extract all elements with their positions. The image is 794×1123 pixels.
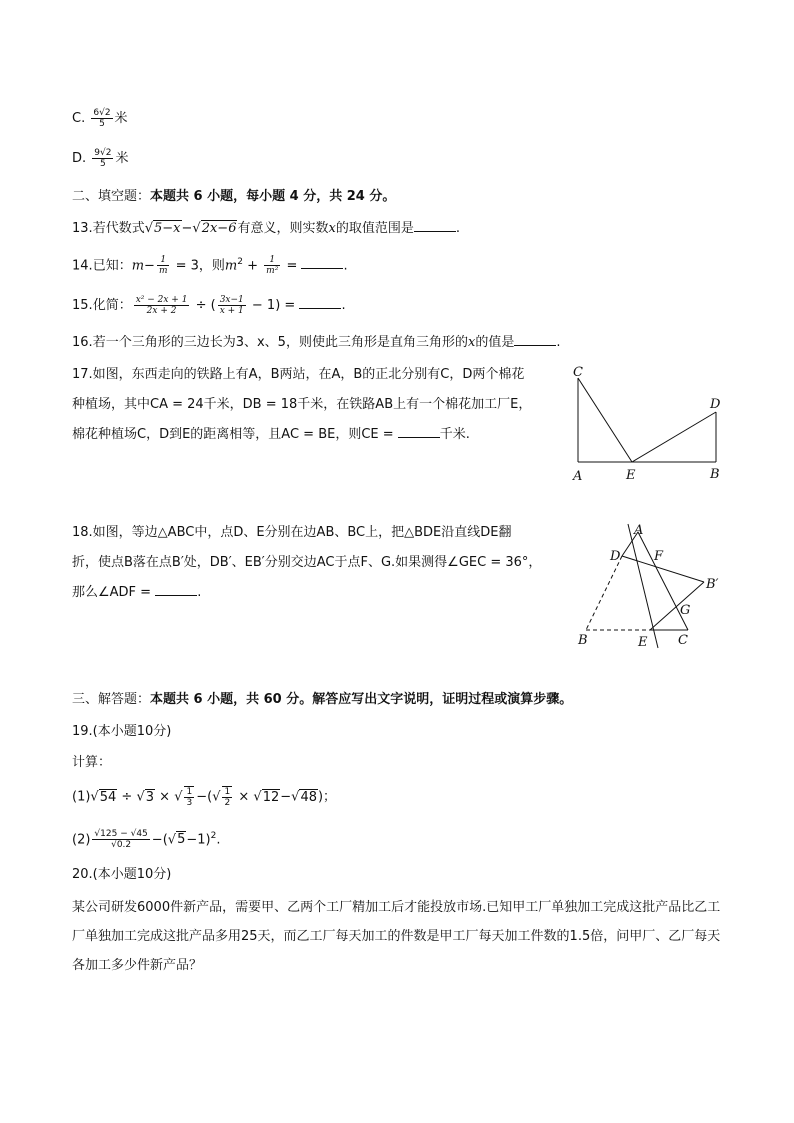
denominator: √0.2	[111, 840, 132, 851]
point-label-b-prime: B′	[706, 577, 719, 592]
question-number: 16.	[72, 335, 93, 350]
text: −1)	[186, 832, 211, 848]
question-20-body: 某公司研发6000件新产品，需要甲、乙两个工厂精加工后才能投放市场.已知甲工厂单独加工完成这批产品比乙工厂单独加工完成这批产品多用25天，而乙工厂每天加工的件数是甲工厂每天加工件数的1.5倍，问甲厂、乙厂每天各加工多少件新产品？	[72, 900, 721, 973]
question-line: 17.如图，东西走向的铁路上有A，B两站，在A，B的正北分别有C，D两个棉花	[72, 367, 525, 382]
radicand: 2x−6	[201, 221, 237, 236]
text: ，则使此三角形是直角三角形的	[285, 335, 468, 350]
segment-ce	[578, 378, 632, 462]
radicand: 5−x	[154, 221, 181, 236]
point-label-b: B	[578, 633, 588, 648]
text: 若代数式	[92, 221, 145, 236]
operator: −	[144, 258, 155, 274]
unit: 米	[114, 111, 128, 126]
text: 千米.	[439, 427, 470, 442]
point-label-d: D	[610, 549, 621, 564]
punct: .	[455, 221, 460, 236]
numerator: √125 − √45	[94, 829, 148, 840]
radicand: 48	[300, 789, 317, 805]
answer-blank[interactable]	[398, 423, 440, 438]
question-line: 18.如图，等边△ABC中，点D、E分别在边AB、BC上，把△BDE沿直线DE翻	[72, 525, 512, 540]
text: .	[197, 585, 202, 600]
point-label-c: C	[573, 365, 583, 380]
numerator: 1	[224, 787, 231, 797]
question-19-instruction: 计算：	[72, 755, 112, 770]
part-number: (1)	[72, 789, 91, 805]
answer-blank[interactable]	[155, 581, 197, 596]
radicand: 12	[262, 789, 280, 805]
punct: .	[216, 832, 221, 848]
segment-db-dashed	[586, 556, 622, 630]
section-prefix: 二、填空题：	[72, 189, 151, 204]
numerator: x² − 2x + 1	[135, 295, 188, 305]
question-17	[72, 360, 572, 450]
option-label: D.	[72, 151, 87, 166]
operator: −(	[151, 832, 168, 848]
text: = 3，则	[171, 258, 225, 274]
denominator: 2x + 2	[146, 306, 177, 316]
text: 已知：	[92, 258, 132, 274]
point-label-d: D	[710, 397, 721, 412]
point-label-f: F	[654, 549, 664, 564]
question-line: 种植场，其中CA = 24千米，DB = 18千米，在铁路AB上有一个棉花加工厂E，	[72, 397, 532, 412]
answer-blank[interactable]	[414, 217, 456, 232]
question-18	[72, 518, 572, 608]
fraction	[184, 786, 194, 808]
point-label-a: A	[634, 523, 644, 538]
operator: +	[242, 258, 263, 274]
question-number: 15.	[72, 298, 93, 313]
fraction: $\frac{9√2}{5}$	[94, 148, 112, 169]
text: 有意义，则实数	[237, 221, 329, 236]
radicand: 54	[99, 789, 117, 805]
denominator: 3	[186, 798, 193, 808]
question-16	[72, 331, 560, 353]
text: 棉花种植场C，D到E的距离相等，且AC = BE，则CE =	[72, 427, 398, 442]
variable: m	[224, 258, 238, 274]
point-label-e: E	[626, 468, 636, 483]
text: 若一个三角形的三边长为	[92, 335, 236, 350]
operator: ÷ (	[191, 298, 216, 313]
operator: −	[181, 221, 193, 236]
punct: .	[341, 298, 346, 313]
text: − 1) =	[247, 298, 300, 313]
point-label-a: A	[573, 469, 583, 484]
side-lengths: 3、x、5	[235, 335, 286, 350]
text: 的取值范围是	[335, 221, 414, 236]
operator: ×	[234, 789, 254, 805]
segment-eb-prime	[650, 582, 704, 630]
punct: .	[343, 258, 348, 274]
variable: x	[467, 335, 476, 350]
section-heading-fill-in	[72, 187, 395, 207]
question-line: 折，使点B落在点B′处，DB′、EB′分别交边AC于点F、G.如果测得∠GEC = 36°，	[72, 555, 542, 570]
figure-17	[566, 362, 732, 486]
question-number: 14.	[72, 258, 93, 274]
text: 那么∠ADF =	[72, 585, 156, 600]
question-19-part-1: (1)√54 ÷ √3 × √ $\frac{1}{3}$ −(√ $\frac{1}{2}$ × √12−√48)；	[72, 787, 337, 808]
question-15	[72, 294, 346, 316]
fraction	[92, 829, 149, 850]
operator: =	[282, 258, 302, 274]
question-line	[72, 578, 572, 608]
question-line	[72, 420, 572, 450]
section-heading-solve	[72, 690, 572, 710]
unit: 米	[115, 151, 129, 166]
segment-ed	[632, 412, 716, 462]
option-d	[72, 148, 129, 169]
question-20-header: 20.(本小题10分)	[72, 867, 172, 882]
fraction: $\frac{6√2}{5}$	[93, 108, 111, 129]
point-label-b: B	[710, 467, 720, 482]
numerator: 1	[186, 787, 193, 797]
option-c	[72, 108, 128, 129]
operator: −	[280, 789, 292, 805]
variable: x	[328, 221, 336, 236]
answer-blank[interactable]	[299, 294, 341, 309]
fraction	[157, 255, 170, 276]
fraction	[134, 295, 190, 316]
question-number: 13.	[72, 221, 93, 236]
part-number: (2)	[72, 832, 91, 848]
operator: ÷	[117, 789, 137, 805]
answer-blank[interactable]	[514, 331, 556, 346]
point-label-c: C	[678, 633, 688, 648]
section-prefix: 三、解答题：	[72, 692, 151, 707]
section-text: 本题共 6 小题，共 60 分。解答应写出文字说明，证明过程或演算步骤。	[150, 692, 573, 707]
text: 的值是	[475, 335, 515, 350]
question-13: 13.若代数式√5−x−√2x−6有意义，则实数x的取值范围是 .	[72, 217, 460, 239]
operator: −(	[196, 789, 213, 805]
punct: )；	[317, 789, 337, 805]
numerator: 3x−1	[219, 295, 244, 305]
question-19-header: 19.(本小题10分)	[72, 724, 172, 739]
option-label: C.	[72, 111, 86, 126]
question-14	[72, 252, 348, 276]
radicand: 5	[177, 832, 186, 848]
radicand: 3	[145, 789, 155, 805]
fraction	[222, 786, 232, 808]
point-label-e: E	[638, 635, 648, 650]
punct: .	[556, 335, 561, 350]
denominator: 2	[224, 798, 231, 808]
fraction	[218, 295, 246, 316]
text: 化简：	[92, 298, 132, 313]
operator: ×	[155, 789, 175, 805]
denominator: m	[158, 266, 168, 277]
denominator: x + 1	[219, 306, 244, 316]
point-label-g: G	[680, 603, 691, 618]
section-text: 本题共 6 小题，每小题 4 分，共 24 分。	[150, 189, 396, 204]
answer-blank[interactable]	[301, 254, 343, 269]
numerator: 1	[157, 255, 170, 266]
variable: m	[131, 258, 145, 274]
question-19-part-2: (2) $\frac{√125 - √45}{√0.2}$ $-(√5-1)^2$.	[72, 829, 221, 851]
denominator: m²	[266, 266, 279, 277]
fraction	[264, 255, 280, 276]
exponent: 2	[237, 257, 243, 267]
figure-18	[572, 520, 732, 654]
numerator: 1	[264, 255, 280, 266]
exponent: 2	[210, 831, 217, 841]
